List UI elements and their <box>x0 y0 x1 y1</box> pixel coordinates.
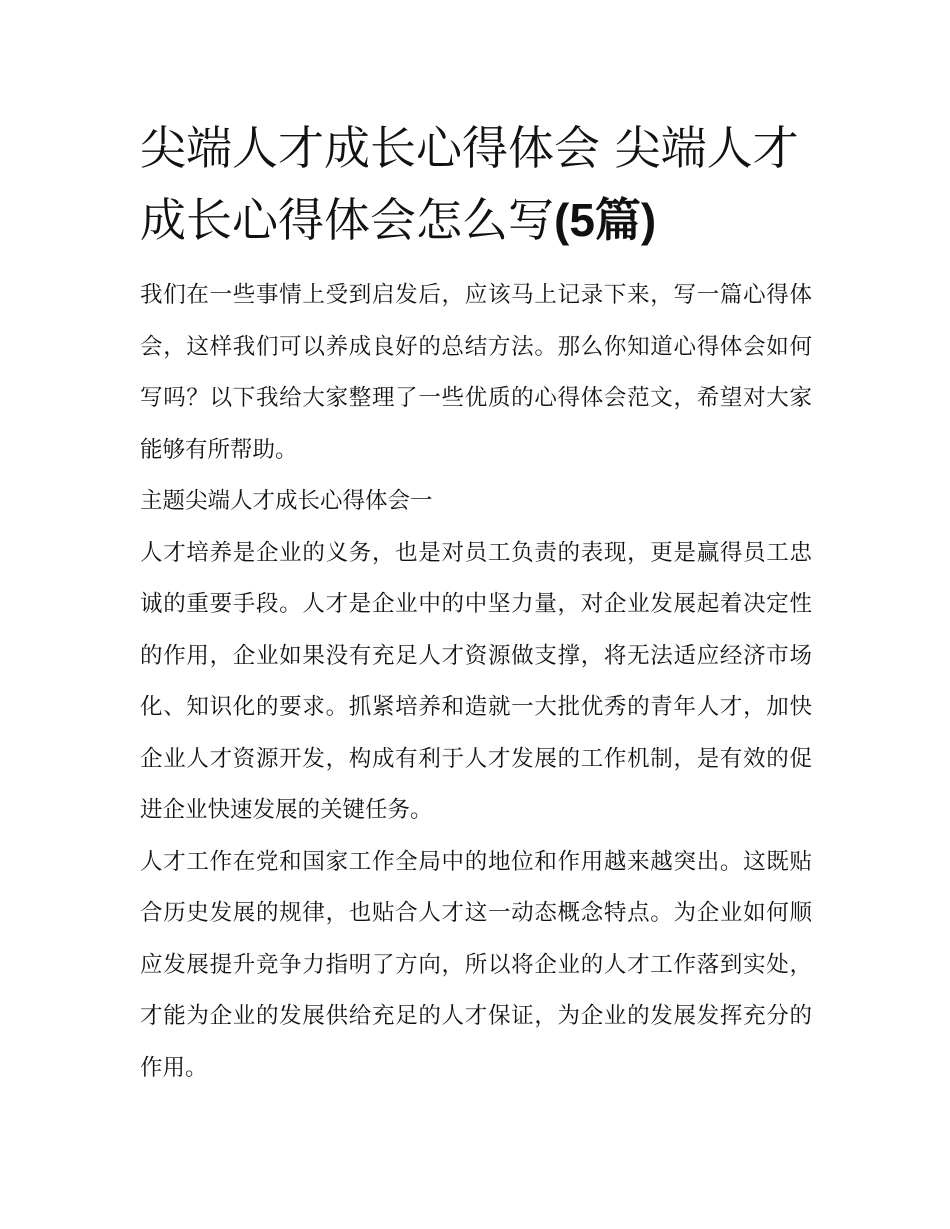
document-title-count: (5篇) <box>554 194 657 246</box>
document-title <box>140 112 812 256</box>
body-paragraph: 人才培养是企业的义务，也是对员工负责的表现，更是赢得员工忠诚的重要手段。人才是企业中的中坚力量，对企业发展起着决定性的作用，企业如果没有充足人才资源做支撑，将无法适应经济市场化、知识化的要求。抓紧培养和造就一大批优秀的青年人才，加快企业人才资源开发，构成有利于人才发展的工作机制，是有效的促进企业快速发展的关键任务。 <box>140 539 812 823</box>
document-content <box>140 112 812 1094</box>
section-heading: 主题尖端人才成长心得体会一 <box>140 488 433 514</box>
document-title-main: 尖端人才成长心得体会 尖端人才成长心得体会怎么写 <box>140 121 799 247</box>
body-paragraph: 人才工作在党和国家工作全局中的地位和作用越来越突出。这既贴合历史发展的规律，也贴合人才这一动态概念特点。为企业如何顺应发展提升竞争力指明了方向，所以将企业的人才工作落到实处，才能为企业的发展供给充足的人才保证，为企业的发展发挥充分的作用。 <box>140 848 812 1081</box>
intro-paragraph: 我们在一些事情上受到启发后，应该马上记录下来，写一篇心得体会，这样我们可以养成良好的总结方法。那么你知道心得体会如何写吗？以下我给大家整理了一些优质的心得体会范文，希望对大家能够有所帮助。 <box>140 282 812 463</box>
